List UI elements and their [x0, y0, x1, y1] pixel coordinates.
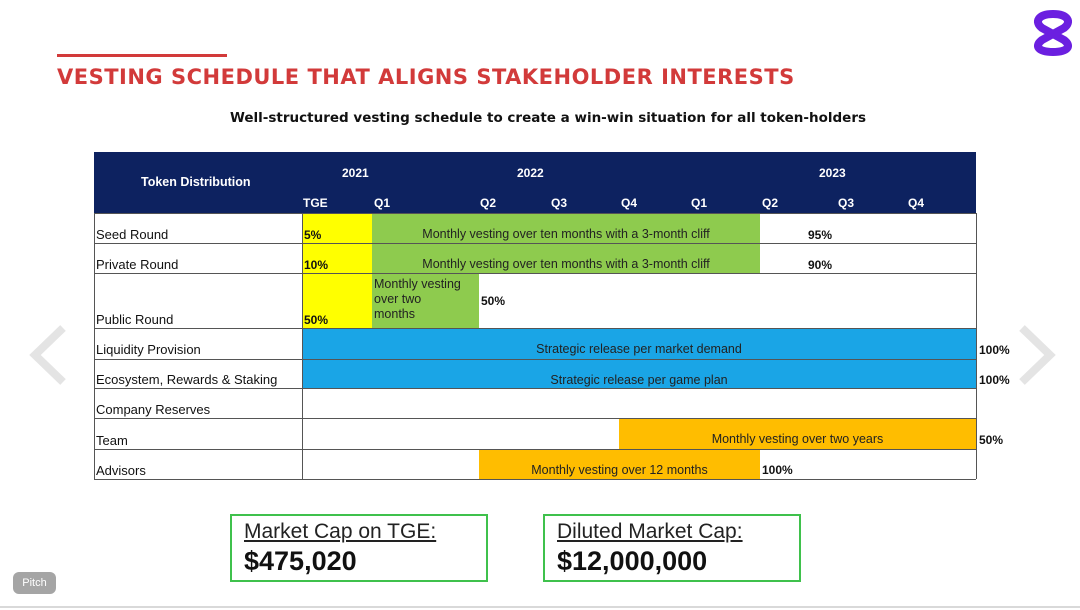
header-token-distribution: Token Distribution	[141, 175, 251, 189]
bottom-divider	[0, 606, 1080, 608]
row-label-advisors: Advisors	[96, 463, 146, 478]
row-divider	[94, 273, 976, 274]
header-period-q1: Q1	[691, 196, 708, 210]
market-cap-tge-box	[230, 514, 488, 582]
header-period-q1: Q1	[374, 196, 391, 210]
column-divider	[94, 213, 95, 479]
header-period-tge: TGE	[303, 196, 328, 210]
vesting-bar: Monthly vesting over 12 months	[479, 449, 760, 479]
end-percent: 95%	[808, 228, 833, 242]
row-label-ecosystem: Ecosystem, Rewards & Staking	[96, 372, 278, 387]
header-period-q3: Q3	[838, 196, 855, 210]
slide-subtitle: Well-structured vesting schedule to create a win-win situation for all token-holders	[229, 110, 867, 126]
row-divider	[94, 213, 976, 214]
release-bar: Strategic release per game plan	[302, 359, 976, 388]
header-period-q3: Q3	[551, 196, 568, 210]
slide-title: VESTING SCHEDULE THAT ALIGNS STAKEHOLDER INTERESTS	[57, 65, 795, 89]
tge-percent: 5%	[304, 228, 322, 242]
header-period-q2: Q2	[762, 196, 779, 210]
header-year-2023: 2023	[819, 166, 846, 180]
row-divider	[94, 388, 976, 389]
market-cap-tge-value: $475,020	[244, 546, 357, 576]
end-percent: 50%	[979, 433, 1004, 447]
row-label-liquidity-provision: Liquidity Provision	[96, 342, 201, 357]
vesting-bar	[372, 273, 479, 328]
row-divider	[94, 243, 976, 244]
header-period-q4: Q4	[621, 196, 638, 210]
column-divider	[976, 213, 977, 479]
vesting-bar: Monthly vesting over two years	[619, 418, 976, 449]
header-period-q4: Q4	[908, 196, 925, 210]
row-label-public-round: Public Round	[96, 312, 174, 327]
header-year-2022: 2022	[517, 166, 544, 180]
row-divider	[94, 328, 976, 329]
end-percent: 50%	[481, 294, 506, 308]
end-percent: 90%	[808, 258, 833, 272]
vesting-bar: Monthly vesting over ten months with a 3-month cliff	[372, 243, 760, 273]
row-label-team: Team	[96, 433, 128, 448]
row-divider	[94, 418, 976, 419]
release-bar: Strategic release per market demand	[302, 328, 976, 359]
vesting-bar-line: months	[374, 307, 415, 321]
row-label-company-reserves: Company Reserves	[96, 402, 211, 417]
vesting-bar-line: over two	[374, 292, 422, 306]
row-divider	[94, 479, 976, 480]
header-year-2021: 2021	[342, 166, 369, 180]
pitch-badge[interactable]: Pitch	[13, 572, 56, 594]
tge-percent: 10%	[304, 258, 329, 272]
diluted-market-cap-label: Diluted Market Cap:	[557, 520, 743, 543]
vesting-bar-line: Monthly vesting	[374, 277, 461, 291]
market-cap-tge-label: Market Cap on TGE:	[244, 520, 437, 543]
end-percent: 100%	[979, 373, 1010, 387]
row-divider	[94, 359, 976, 360]
end-percent: 100%	[979, 343, 1010, 357]
tge-percent: 50%	[304, 313, 329, 327]
end-percent: 100%	[762, 463, 793, 477]
row-divider	[94, 449, 976, 450]
column-divider	[302, 213, 303, 479]
row-label-private-round: Private Round	[96, 257, 179, 272]
row-label-seed-round: Seed Round	[96, 227, 169, 242]
header-period-q2: Q2	[480, 196, 497, 210]
diluted-market-cap-box	[543, 514, 801, 582]
vesting-bar: Monthly vesting over ten months with a 3-month cliff	[372, 213, 760, 243]
diluted-market-cap-value: $12,000,000	[557, 546, 708, 576]
